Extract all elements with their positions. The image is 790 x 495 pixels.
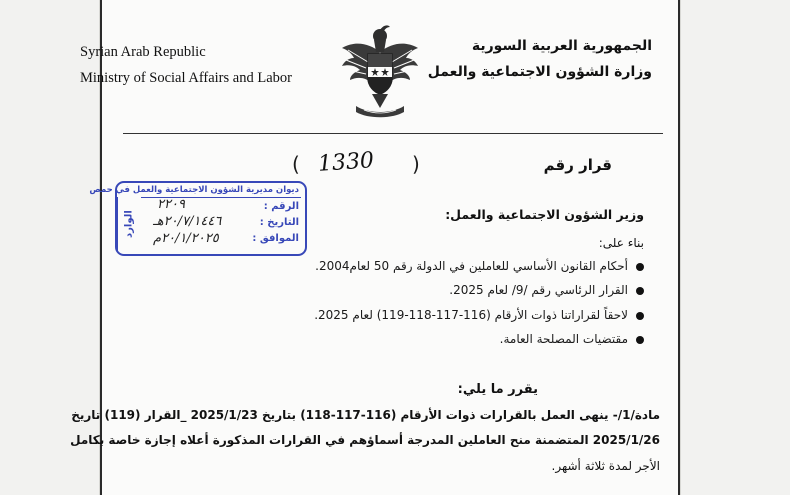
minister-line: وزير الشؤون الاجتماعية والعمل: <box>445 207 644 222</box>
article-1-line-2: 2025/1/26 المتضمنة منح العاملين المدرجة أسماؤهم في القرارات المذكورة أعلاه إجازة خاصة بكامل <box>70 433 660 447</box>
stamp-date-value: ٢٠/٧/١٤٤٦هـ <box>153 214 222 229</box>
bullet-dot <box>636 336 644 344</box>
incoming-stamp <box>89 181 307 256</box>
stamp-header: ديوان مديرية الشؤون الاجتماعية والعمل في حمص <box>89 185 299 195</box>
article-1-line-1: مادة/1/- ينهى العمل بالقرارات ذوات الأرقام (116-117-118) بتاريخ 2025/1/23 _القرار (119) تاريخ <box>71 408 660 422</box>
stamp-number-label: الرقم : <box>263 201 299 212</box>
bullet-item: أحكام القانون الأساسي للعاملين في الدولة رقم 50 لعام2004. <box>315 259 628 273</box>
stamp-corresponds-value: ٢٠/١/٢٠٢٥م <box>153 231 219 246</box>
stamp-side-label: الوارد <box>117 197 140 252</box>
page-edge-right <box>678 0 680 495</box>
decision-paren-close: ) <box>412 152 420 176</box>
bullet-dot <box>636 287 644 295</box>
based-on-line: بناء على: <box>598 236 644 250</box>
header-arabic-country: الجمهورية العربية السورية <box>471 38 652 54</box>
decision-number: 1330 <box>317 148 375 177</box>
article-1-line-3: الأجر لمدة ثلاثة أشهر. <box>551 459 660 473</box>
bullet-dot <box>636 263 644 271</box>
decision-label: قرار رقم <box>543 156 612 174</box>
header-arabic-ministry: وزارة الشؤون الاجتماعية والعمل <box>427 64 652 80</box>
decides-heading: يقرر ما يلي: <box>457 382 538 397</box>
stamp-corresponds-label: الموافق : <box>252 233 299 244</box>
header-english-country: Syrian Arab Republic <box>80 44 206 60</box>
header-divider <box>123 133 663 134</box>
stamp-date-label: التاريخ : <box>259 217 299 228</box>
bullet-item: مقتضيات المصلحة العامة. <box>499 332 628 346</box>
bullet-dot <box>636 312 644 320</box>
header-english-ministry: Ministry of Social Affairs and Labor <box>80 70 292 86</box>
syrian-eagle-emblem-icon <box>334 22 426 120</box>
decision-paren-open: ( <box>292 152 300 176</box>
bullet-item: لاحقاً لقراراتنا ذوات الأرقام (116-117-118-119) لعام 2025. <box>314 308 628 322</box>
bullet-item: القرار الرئاسي رقم /9/ لعام 2025. <box>449 283 628 297</box>
stamp-number-value: ٢٢٠٩ <box>157 197 185 212</box>
